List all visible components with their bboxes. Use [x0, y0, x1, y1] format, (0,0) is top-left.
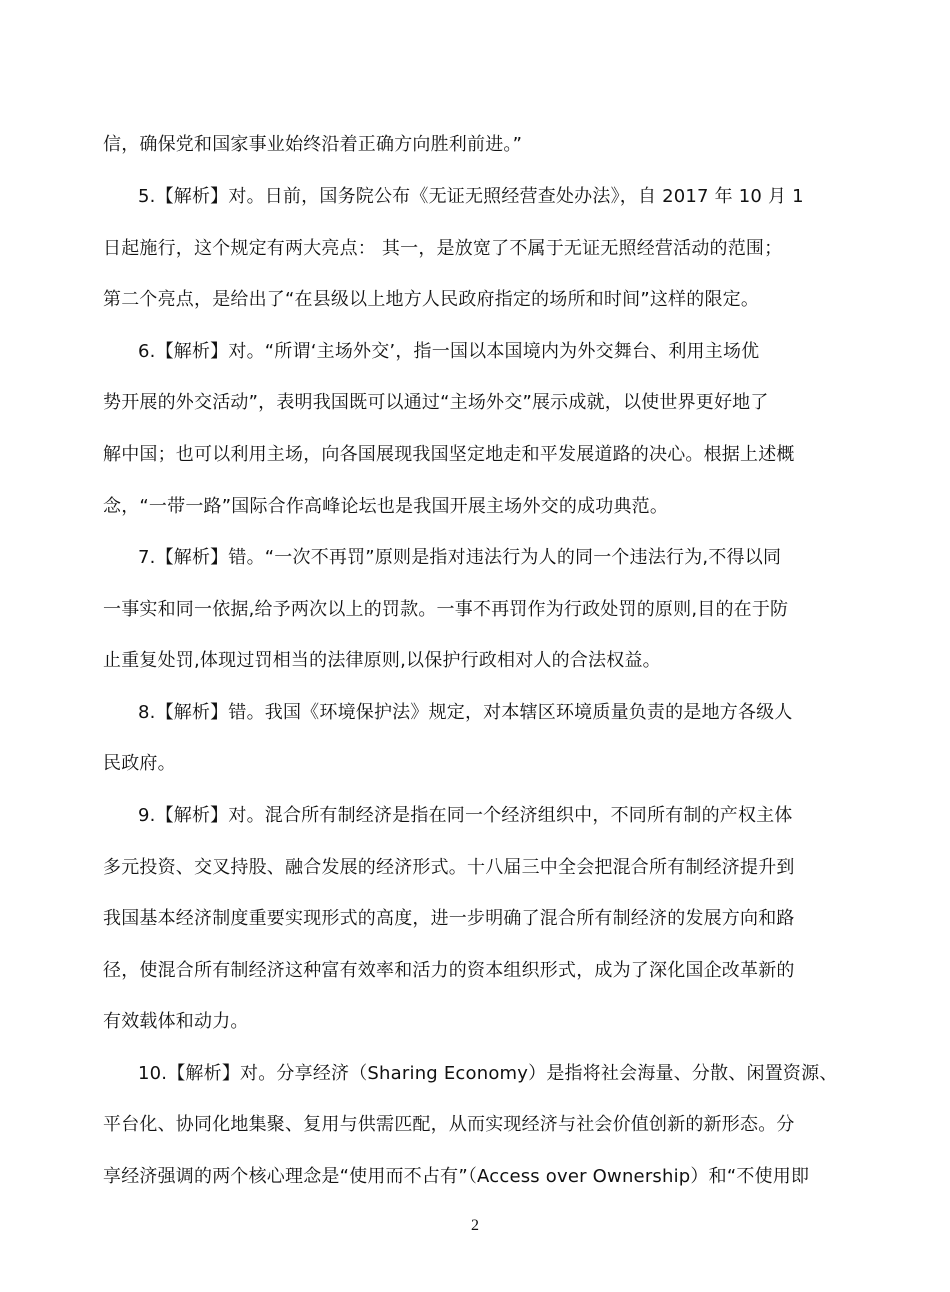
text-line: 止重复处罚,体现过罚相当的法律原则,以保护行政相对人的合法权益。 — [103, 650, 661, 671]
text-line: 第二个亮点，是给出了“在县级以上地方人民政府指定的场所和时间”这样的限定。 — [103, 289, 760, 310]
paragraph-8-start: 8.【解析】错。我国《环境保护法》规定，对本辖区环境质量负责的是地方各级人 — [138, 702, 793, 723]
paragraph-6-start: 6.【解析】对。“所谓‘主场外交’，指一国以本国境内为外交舞台、利用主场优 — [138, 341, 760, 362]
text-line: 念，“一带一路”国际合作高峰论坛也是我国开展主场外交的成功典范。 — [103, 496, 669, 517]
text-line: 多元投资、交叉持股、融合发展的经济形式。十八届三中全会把混合所有制经济提升到 — [103, 857, 795, 878]
text-line: 信，确保党和国家事业始终沿着正确方向胜利前进。” — [103, 134, 523, 155]
text-line: 径，使混合所有制经济这种富有效率和活力的资本组织形式，成为了深化国企改革新的 — [103, 960, 795, 981]
paragraph-9-start: 9.【解析】对。混合所有制经济是指在同一个经济组织中，不同所有制的产权主体 — [138, 805, 793, 826]
text-line: 势开展的外交活动”，表明我国既可以通过“主场外交”展示成就，以使世界更好地了 — [103, 392, 769, 413]
text-line: 民政府。 — [103, 753, 176, 774]
text-line: 一事实和同一依据,给予两次以上的罚款。一事不再罚作为行政处罚的原则,目的在于防 — [103, 599, 789, 620]
text-line: 平台化、协同化地集聚、复用与供需匹配，从而实现经济与社会价值创新的新形态。分 — [103, 1114, 795, 1135]
page-number: 2 — [471, 1217, 479, 1234]
text-line: 我国基本经济制度重要实现形式的高度，进一步明确了混合所有制经济的发展方向和路 — [103, 908, 795, 929]
paragraph-10-start: 10.【解析】对。分享经济（Sharing Economy）是指将社会海量、分散、闲置资源、 — [138, 1063, 838, 1084]
paragraph-5-start: 5.【解析】对。日前，国务院公布《无证无照经营查处办法》，自 2017 年 10 月 1 — [138, 186, 804, 207]
paragraph-7-start: 7.【解析】错。“一次不再罚”原则是指对违法行为人的同一个违法行为,不得以同 — [138, 547, 782, 568]
text-line: 解中国；也可以利用主场，向各国展现我国坚定地走和平发展道路的决心。根据上述概 — [103, 444, 795, 465]
text-line: 有效载体和动力。 — [103, 1011, 249, 1032]
text-line: 日起施行，这个规定有两大亮点： 其一，是放宽了不属于无证无照经营活动的范围； — [103, 238, 783, 259]
text-line: 享经济强调的两个核心理念是“使用而不占有”（Access over Ownership）和“不使用即 — [103, 1166, 810, 1187]
